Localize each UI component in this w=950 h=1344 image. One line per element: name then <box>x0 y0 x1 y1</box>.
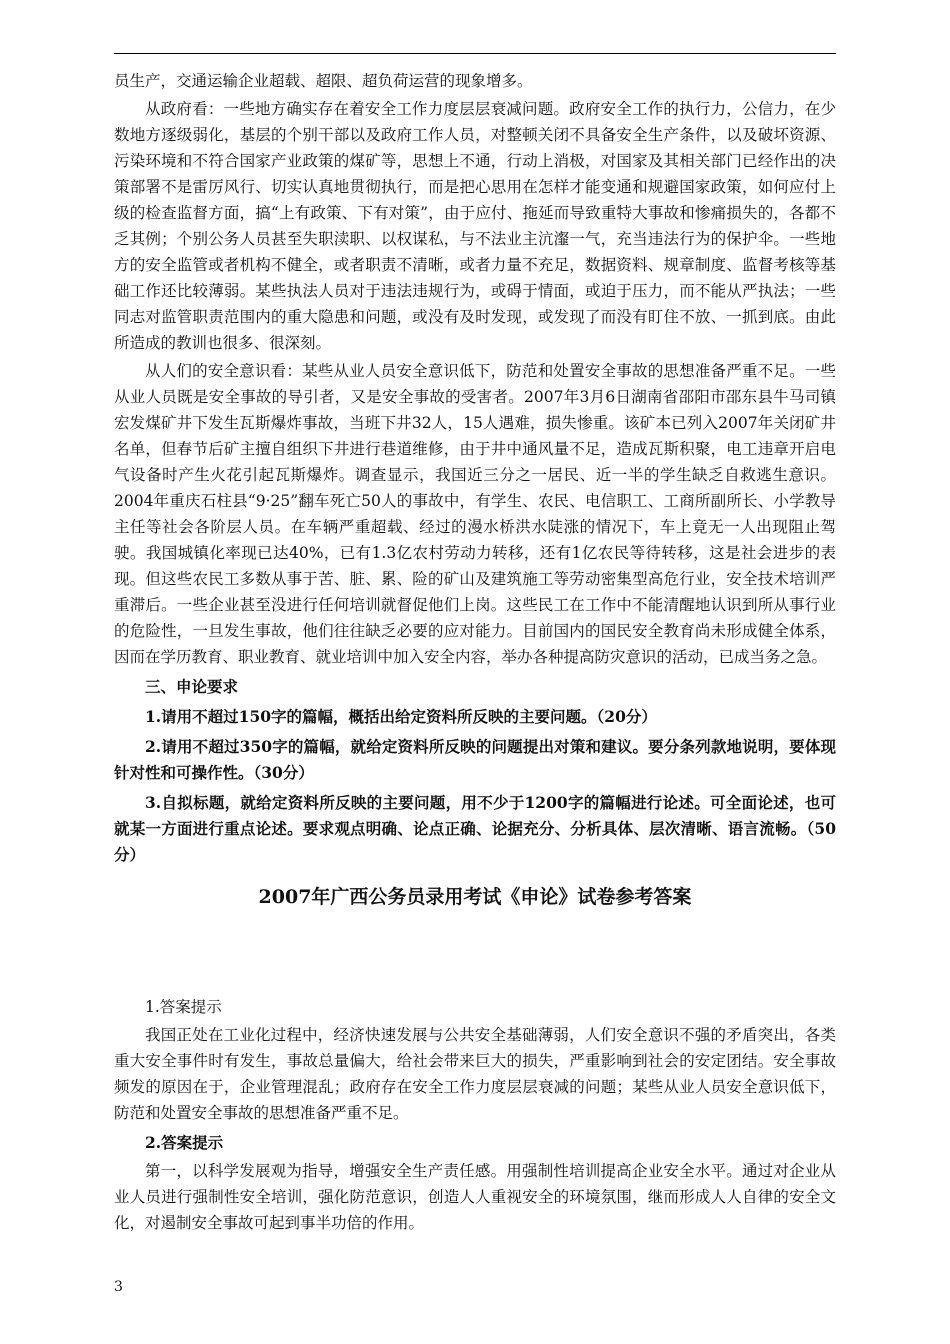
answer-section2-text: 第一，以科学发展观为指导，增强安全生产责任感。用强制性培训提高企业安全水平。通过对企业从业人员进行强制性安全培训，强化防范意识，创造人人重视安全的环境氛围，继而形成人人自律的安全文化，对遏制安全事故可起到事半功倍的作用。 <box>114 1162 836 1232</box>
page-content <box>114 68 836 1236</box>
answer-section2-heading: 2.答案提示 <box>145 1133 224 1152</box>
requirement-item-3: 3.自拟标题，就给定资料所反映的主要问题，用不少于1200字的篇幅进行论述。可全面论述，也可就某一方面进行重点论述。要求观点明确、论点正确、论据充分、分析具体、层次清晰、语言流畅。（50分） <box>114 793 836 864</box>
answer-section1-text: 我国正处在工业化过程中，经济快速发展与公共安全基础薄弱，人们安全意识不强的矛盾突出，各类重大安全事件时有发生，事故总量偏大，给社会带来巨大的损失，严重影响到社会的安定团结。安全事故频发的原因在于，企业管理混乱；政府存在安全工作力度层层衰减的问题；某些从业人员安全意识低下，防范和处置安全事故的思想准备严重不足。 <box>114 1026 836 1122</box>
blank-space <box>114 912 836 994</box>
requirement-item-2: 2.请用不超过350字的篇幅，就给定资料所反映的问题提出对策和建议。要分条列款地说明，要体现针对性和可操作性。（30分） <box>114 737 836 782</box>
answer-title: 2007年广西公务员录用考试《申论》试卷参考答案 <box>258 886 692 908</box>
answer-section1-heading: 1.答案提示 <box>145 998 222 1016</box>
paragraph-safety-awareness: 从人们的安全意识看：某些从业人员安全意识低下，防范和处置安全事故的思想准备严重不足。一些从业人员既是安全事故的导引者，又是安全事故的受害者。2007年3月6日湖南省邵阳市邵东县牛马司镇宏发煤矿井下发生瓦斯爆炸事故，当班下井32人，15人遇难，损失惨重。该矿本已列入2007年关闭矿井名单，但春节后矿主擅自组织下井进行巷道维修，由于井中通风量不足，造成瓦斯积聚，电工违章开启电气设备时产生火花引起瓦斯爆炸。调查显示，我国近三分之一居民、近一半的学生缺乏自救逃生意识。2004年重庆石柱县“9·25”翻车死亡50人的事故中，有学生、农民、电信职工、工商所副所长、小学教导主任等社会各阶层人员。在车辆严重超载、经过的漫水桥洪水陡涨的情况下，车上竟无一人出现阻止驾驶。我国城镇化率现已达40%，已有1.3亿农村劳动力转移，还有1亿农民等待转移，这是社会进步的表现。但这些农民工多数从事于苦、脏、累、险的矿山及建筑施工等劳动密集型高危行业，安全技术培训严重滞后。一些企业甚至没进行任何培训就督促他们上岗。这些民工在工作中不能清醒地认识到所从事行业的危险性，一旦发生事故，他们往往缺乏必要的应对能力。目前国内的国民安全教育尚未形成健全体系，因而在学历教育、职业教育、就业培训中加入安全内容，举办各种提高防灾意识的活动，已成当务之急。 <box>114 362 836 666</box>
paragraph-government: 从政府看：一些地方确实存在着安全工作力度层层衰减问题。政府安全工作的执行力，公信力，在少数地方逐级弱化，基层的个别干部以及政府工作人员，对整顿关闭不具备安全生产条件，以及破坏资源、污染环境和不符合国家产业政策的煤矿等，思想上不通，行动上消极，对国家及其相关部门已经作出的决策部署不是雷厉风行、切实认真地贯彻执行，而是把心思用在怎样才能变通和规避国家政策，如何应付上级的检查监督方面，搞“上有政策、下有对策”，由于应付、拖延而导致重特大事故和惨痛损失的，各都不乏其例；个别公务人员甚至失职渎职、以权谋私，与不法业主沆瀣一气，充当违法行为的保护伞。一些地方的安全监管或者机构不健全，或者职责不清晰，或者力量不充足，数据资料、规章制度、监督考核等基础工作还比较薄弱。某些执法人员对于违法违规行为，或碍于情面，或迫于压力，而不能从严执法；一些同志对监管职责范围内的重大隐患和问题，或没有及时发现，或发现了而没有盯住不放、一抓到底。由此所造成的教训也很多、很深刻。 <box>114 100 836 352</box>
paragraph-continuation: 员生产，交通运输企业超载、超限、超负荷运营的现象增多。 <box>114 72 533 90</box>
header-rule <box>114 53 836 54</box>
requirement-item-1: 1.请用不超过150字的篇幅，概括出给定资料所反映的主要问题。（20分） <box>145 707 657 726</box>
requirements-heading: 三、申论要求 <box>145 677 239 696</box>
page-number: 3 <box>114 1279 123 1295</box>
